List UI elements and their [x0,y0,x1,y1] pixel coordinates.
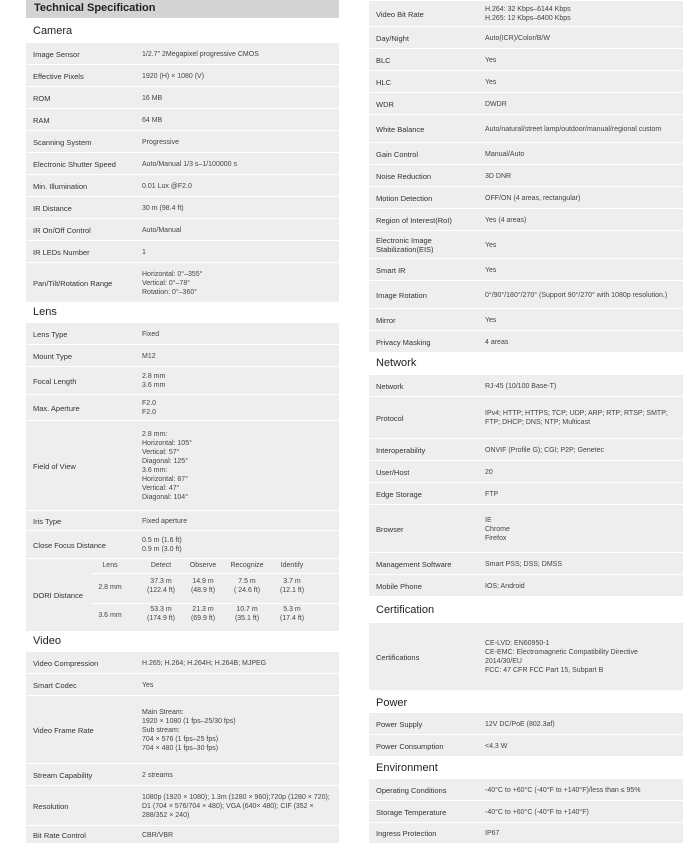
spec-value-text: 1080p (1920 × 1080); 1.3m (1280 × 960);720p (1280 × 720); D1 (704 × 576/704 × 480); VGA (640× 480); CIF (352 × 288/352 × 240) [142,793,330,819]
spec-label [376,115,480,143]
spec-row [26,108,339,130]
spec-value [485,165,675,187]
spec-row [26,262,339,302]
dori-header: Observe [189,562,217,569]
spec-value [485,575,675,597]
spec-value-text: Auto/Manual 1/3 s–1/100000 s [142,160,237,168]
spec-value [485,49,675,71]
spec-label-text: Mirror [376,315,396,325]
spec-row [369,114,683,142]
spec-label-text: Gain Control [376,149,419,159]
spec-row [369,460,683,482]
spec-label-text: Network [376,381,404,391]
dori-header: Identify [280,562,304,569]
spec-value [142,421,332,511]
spec-row [369,374,683,396]
spec-value [485,71,675,93]
spec-label-text: Protocol [376,413,404,423]
spec-row [26,196,339,218]
spec-value [485,553,675,575]
spec-value-text: OFF/ON (4 areas, rectangular) [485,194,581,202]
spec-value [485,281,675,309]
spec-label [33,511,137,531]
spec-label [33,345,137,367]
spec-value [142,87,332,109]
spec-value [142,153,332,175]
spec-label [376,439,480,461]
spec-value-text: Main Stream: 1920 × 1080 (1 fps–25/30 fps) Sub stream: 704 × 576 (1 fps–25 fps) 704 × 480 (1 fps–30 fps) [142,708,236,752]
spec-label-text: Motion Detection [376,193,433,203]
spec-value [142,511,332,531]
dori-cell: 5.3 m (17.4 ft) [279,606,305,622]
dori-cell: 53.3 m (174.9 ft) [146,606,175,622]
dori-cell: 37.3 m (122.4 ft) [146,578,175,594]
spec-value [485,439,675,461]
spec-value [485,309,675,331]
spec-value-text: IOS; Android [485,582,525,590]
spec-value [142,323,332,345]
spec-row [369,70,683,92]
spec-label [376,143,480,165]
spec-label [376,461,480,483]
spec-value-text: Auto(ICR)/Color/B/W [485,34,550,42]
spec-label-text: Browser [376,524,404,534]
spec-label [376,93,480,115]
spec-value-text: 20 [485,468,493,476]
spec-label-text: Certifications [376,652,420,662]
spec-value-text: <4.3 W [485,742,508,750]
spec-label-text: ROM [33,93,51,103]
spec-label-text: Power Consumption [376,741,444,751]
spec-row [26,174,339,196]
spec-value [485,143,675,165]
spec-label [376,1,480,27]
spec-label [376,483,480,505]
spec-value-text: Smart PSS; DSS; DMSS [485,560,563,568]
spec-value [485,823,675,844]
spec-value [142,367,332,395]
spec-value [485,505,675,553]
spec-label [33,826,137,844]
spec-value-text: CE-LVD: EN60950-1 CE-EMC: Electromagnetic Compatibility Directive 2014/30/EU FCC: 47 CFR FCC Part 15, Subpart B [485,640,638,674]
spec-label-text: Power Supply [376,719,423,729]
spec-row [26,651,339,673]
spec-label-text: Close Focus Distance [33,540,106,550]
spec-row [26,673,339,695]
spec-value-text: 1920 (H) × 1080 (V) [142,72,205,80]
section-heading: Certification [376,604,435,616]
spec-row [369,396,683,438]
spec-value-text: Yes [485,78,497,86]
spec-row [369,258,683,280]
spec-row [26,218,339,240]
spec-row [369,482,683,504]
spec-label [376,375,480,397]
spec-label-text: Max. Aperture [33,403,80,413]
spec-label [33,323,137,345]
spec-label-text: Effective Pixels [33,71,84,81]
spec-row [369,734,683,756]
spec-value-text: 1 [142,248,146,256]
spec-label-text: Resolution [33,801,69,811]
spec-row [369,822,683,843]
spec-row [26,785,339,825]
spec-label-text: BLC [376,55,391,65]
spec-label [33,764,137,786]
spec-value-text: Yes [142,681,154,689]
spec-row [369,26,683,48]
spec-value-text: Manual/Auto [485,150,525,158]
spec-row [26,86,339,108]
spec-label [33,153,137,175]
spec-label [376,779,480,801]
spec-value [142,175,332,197]
spec-label-text: Field of View [33,461,76,471]
spec-row [369,142,683,164]
spec-label [33,197,137,219]
spec-label-text: Ingress Protection [376,829,437,838]
spec-value-text: Horizontal: 0°–355° Vertical: 0°–78° Rotation: 0°–360° [142,270,203,296]
dori-cell: 3.7 m (12.1 ft) [279,578,305,594]
spec-row [26,825,339,843]
spec-value [142,65,332,87]
spec-value [485,735,675,757]
spec-row [26,130,339,152]
spec-value [485,1,675,27]
dori-table [26,558,339,631]
spec-value [485,187,675,209]
spec-value-text: 2.8 mm: Horizontal: 105° Vertical: 57° Diagonal: 125° 3.6 mm: Horizontal: 87° Vertical: 47° Diagonal: 104° [142,431,192,501]
spec-label-text: Day/Night [376,33,409,43]
dori-header: Detect [150,562,172,569]
spec-row [369,800,683,822]
spec-value [485,27,675,49]
spec-label-text: White Balance [376,124,425,134]
spec-value-text: F2.0 F2.0 [142,400,157,416]
spec-label [376,553,480,575]
spec-label-text: Scanning System [33,137,92,147]
spec-value-text: IE Chrome Firefox [485,516,510,542]
spec-label [376,281,480,309]
spec-value [485,623,675,691]
spec-row [369,280,683,308]
spec-label-text: Interoperability [376,445,426,455]
spec-value-text: 64 MB [142,116,163,124]
spec-label-text: User/Host [376,467,410,477]
spec-value-text: DWDR [485,100,507,108]
spec-value-text: 2.8 mm 3.6 mm [142,373,166,389]
spec-label-text: Noise Reduction [376,171,432,181]
spec-row [369,330,683,352]
spec-value-text: IPv4; HTTP; HTTPS; TCP; UDP; ARP; RTP; RTSP; SMTP; FTP; DHCP; DNS; NTP; Multicast [485,410,668,426]
spec-row [369,0,683,26]
spec-label [33,786,137,826]
spec-value-text: Yes [485,316,497,324]
spec-label [376,165,480,187]
dori-divider [92,603,339,604]
spec-label [33,421,137,511]
spec-row [26,695,339,763]
spec-value-text: Fixed aperture [142,517,188,525]
spec-value [142,652,332,674]
spec-label [376,209,480,231]
spec-label-text: Bit Rate Control [33,830,86,840]
section-heading: Camera [33,25,73,37]
spec-label [376,27,480,49]
spec-label [376,49,480,71]
spec-label [376,713,480,735]
spec-value [485,713,675,735]
page-title: Technical Specification [34,2,156,14]
spec-row [369,230,683,258]
spec-value [485,331,675,353]
spec-label-text: Stream Capability [33,770,93,780]
spec-label-text: Focal Length [33,376,77,386]
spec-row [26,64,339,86]
spec-value-text: Auto/natural/street lamp/outdoor/manual/regional custom [485,125,662,133]
spec-label-text: HLC [376,77,392,87]
spec-row [369,622,683,690]
spec-value-text: RJ-45 (10/100 Base-T) [485,382,557,390]
spec-value [142,345,332,367]
spec-value-text: 1/2.7" 2Megapixel progressive CMOS [142,50,259,58]
spec-row [26,420,339,510]
spec-value [142,395,332,421]
spec-label-text: Pan/Tilt/Rotation Range [33,278,113,288]
spec-label [376,623,480,691]
spec-label [33,131,137,153]
spec-label [376,735,480,757]
spec-label-text: Min. Illumination [33,181,88,191]
spec-label-text: Privacy Masking [376,337,431,347]
spec-value [485,93,675,115]
spec-value [485,801,675,823]
spec-row [26,394,339,420]
spec-row [369,92,683,114]
dori-cell: 2.8 mm [98,584,122,591]
spec-value-text: 2 streams [142,771,173,779]
spec-row [26,366,339,394]
spec-row [26,344,339,366]
spec-row [369,574,683,596]
dori-cell: 7.5 m ( 24.6 ft) [233,578,261,594]
spec-label-text: Mobile Phone [376,581,422,591]
spec-value-text: H.265; H.264; H.264H; H.264B; MJPEG [142,659,267,667]
spec-label [33,531,137,559]
spec-value-text: FTP [485,490,499,498]
spec-label-text: Edge Storage [376,489,422,499]
spec-label-text: Smart IR [376,265,406,275]
spec-label [33,87,137,109]
spec-row [369,712,683,734]
spec-value [142,826,332,844]
dori-divider [92,573,339,574]
spec-label [376,575,480,597]
spec-value [485,461,675,483]
spec-value-text: Fixed [142,330,160,338]
spec-row [26,530,339,558]
spec-row [369,778,683,800]
spec-label [33,109,137,131]
section-heading: Lens [33,306,57,318]
spec-label [376,187,480,209]
spec-value [485,375,675,397]
spec-label-text: Management Software [376,559,452,569]
spec-label [376,231,480,259]
spec-label [376,259,480,281]
spec-label [376,71,480,93]
section-heading: Power [376,697,408,709]
spec-value [142,131,332,153]
spec-value-text: 30 m (98.4 ft) [142,204,184,212]
spec-label [33,175,137,197]
spec-value [142,531,332,559]
spec-value [485,209,675,231]
spec-label-text: Electronic Shutter Speed [33,159,116,169]
spec-value [485,259,675,281]
spec-row [369,552,683,574]
spec-label-text: Video Compression [33,658,99,668]
section-heading: Video [33,635,61,647]
spec-label-text: IR LEDs Number [33,247,90,257]
spec-label-text: Video Bit Rate [376,9,424,19]
dori-label-text: DORI Distance [33,590,84,600]
spec-label-text: WDR [376,99,394,109]
spec-label-text: IR Distance [33,203,72,213]
title-bar [26,0,339,18]
spec-row [26,510,339,530]
spec-value-text: Auto/Manual [142,226,182,234]
spec-label-text: Image Rotation [376,290,427,300]
spec-value-text: Yes (4 areas) [485,216,527,224]
spec-label-text: Electronic Image Stabilization(EIS) [376,236,434,254]
spec-value-text: IP67 [485,830,500,837]
spec-value [142,764,332,786]
spec-value [142,696,332,764]
spec-label-text: Smart Codec [33,680,77,690]
spec-value-text: M12 [142,352,156,360]
spec-label [33,263,137,303]
spec-label [376,823,480,844]
spec-label [376,397,480,439]
spec-value-text: 0°/90°/180°/270° (Support 90°/270° with 1080p resolution.) [485,291,668,299]
spec-label-text: Mount Type [33,351,73,361]
spec-value [142,219,332,241]
spec-value-text: H.264: 32 Kbps–6144 Kbps H.265: 12 Kbps–6400 Kbps [485,6,571,22]
spec-value [485,779,675,801]
spec-row [369,164,683,186]
spec-row [26,240,339,262]
spec-value-text: Yes [485,56,497,64]
spec-label [33,219,137,241]
spec-row [369,48,683,70]
spec-label [376,309,480,331]
spec-label-text: Video Frame Rate [33,725,94,735]
spec-value-text: 12V DC/PoE (802.3af) [485,720,555,728]
spec-value [142,674,332,696]
spec-value-text: Progressive [142,138,179,146]
spec-label [33,367,137,395]
spec-value-text: ONVIF (Profile G); CGI; P2P; Genetec [485,446,605,454]
spec-value-text: 0.5 m (1.6 ft) 0.9 m (3.0 ft) [142,537,182,553]
dori-header: Lens [102,562,118,569]
spec-value-text: CBR/VBR [142,831,174,839]
spec-label [33,674,137,696]
spec-label-text: Operating Conditions [376,785,447,795]
section-heading: Environment [376,762,438,774]
spec-value-text: -40°C to +60°C (-40°F to +140°F)/less than ≤ 95% [485,786,641,794]
spec-label-text: Iris Type [33,516,62,526]
spec-label [33,395,137,421]
spec-value [142,241,332,263]
spec-value-text: Yes [485,241,497,249]
spec-row [26,763,339,785]
dori-cell: 3.6 mm [98,612,122,619]
spec-value [485,483,675,505]
spec-row [26,322,339,344]
spec-row [369,308,683,330]
spec-row [369,208,683,230]
spec-row [369,438,683,460]
dori-cell: 14.9 m (48.9 ft) [190,578,216,594]
spec-value [142,109,332,131]
spec-label [33,241,137,263]
spec-value-text: -40°C to +60°C (-40°F to +140°F) [485,808,589,816]
spec-label [33,652,137,674]
spec-label-text: Storage Temperature [376,807,447,817]
spec-label [33,696,137,764]
spec-value-text: 3D DNR [485,172,512,180]
spec-value-text: 16 MB [142,94,163,102]
spec-value [142,263,332,303]
spec-label [33,65,137,87]
spec-row [369,186,683,208]
spec-row [26,152,339,174]
section-heading: Network [376,357,417,369]
spec-value-text: Yes [485,266,497,274]
spec-value-text: 0.01 Lux @F2.0 [142,182,192,190]
spec-label-text: IR On/Off Control [33,225,91,235]
spec-value [142,197,332,219]
spec-value [142,43,332,65]
spec-label [376,331,480,353]
spec-value-text: 4 areas [485,338,509,346]
spec-label-text: Lens Type [33,329,68,339]
dori-cell: 10.7 m (35.1 ft) [234,606,260,622]
spec-value [485,397,675,439]
spec-value [142,786,332,826]
spec-label [33,43,137,65]
spec-label-text: RAM [33,115,50,125]
spec-label-text: Region of Interest(RoI) [376,215,452,225]
dori-cell: 21.3 m (69.9 ft) [190,606,216,622]
spec-label [376,801,480,823]
dori-header: Recognize [230,562,264,569]
spec-row [369,504,683,552]
spec-label-text: Image Sensor [33,49,80,59]
spec-value [485,115,675,143]
spec-label [376,505,480,553]
spec-row [26,42,339,64]
spec-value [485,231,675,259]
